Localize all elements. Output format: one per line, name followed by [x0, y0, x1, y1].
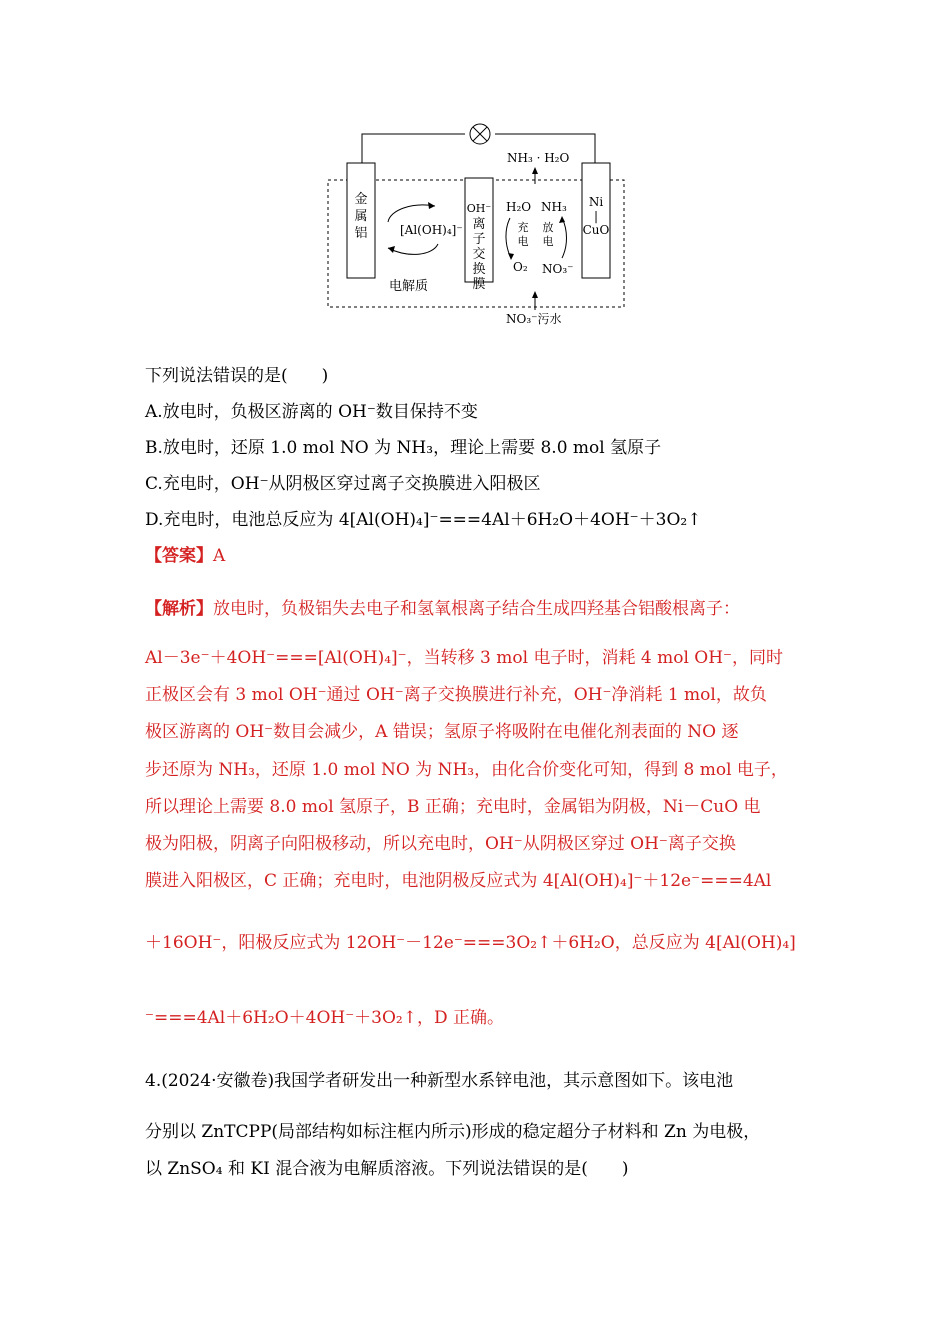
discharge-arrowhead	[559, 216, 565, 223]
right-electrode-line-3: CuO	[582, 223, 610, 237]
circuit-wire-left	[362, 134, 465, 163]
no3-label: NO₃⁻	[542, 262, 574, 276]
membrane-char-5: 换	[472, 262, 486, 277]
answer-label: 【答案】	[145, 546, 213, 566]
analysis-line-2: Al－3e⁻＋4OH⁻===[Al(OH)₄]⁻，当转移 3 mol 电子时，消耗 4 mol OH⁻，同时	[145, 648, 784, 668]
complex-ion-label: [Al(OH)₄]⁻	[400, 223, 463, 237]
arrowhead-bottom	[388, 246, 395, 253]
option-d: D.充电时，电池总反应为 4[Al(OH)₄]⁻===4Al＋6H₂O＋4OH⁻＋3O₂↑	[145, 510, 702, 530]
analysis-line-9: ＋16OH⁻，阳极反应式为 12OH⁻－12e⁻===3O₂↑＋6H₂O，总反应为 4[Al(OH)₄]	[145, 933, 796, 953]
top-product-label: NH₃ · H₂O	[507, 151, 570, 165]
arrow-bottom	[388, 244, 438, 254]
inlet-arrowhead	[532, 291, 538, 298]
analysis-line-1	[145, 594, 740, 619]
option-b: B.放电时，还原 1.0 mol NO 为 NH₃，理论上需要 8.0 mol 氢原子	[145, 438, 662, 458]
question4-line-1: 4.(2024·安徽卷)我国学者研发出一种新型水系锌电池，其示意图如下。该电池	[145, 1071, 734, 1091]
analysis-line-5: 步还原为 NH₃，还原 1.0 mol NO 为 NH₃，由化合价变化可知，得到 8 mol 电子，	[145, 760, 788, 780]
analysis-label: 【解析】	[145, 599, 213, 619]
h2o-label: H₂O	[506, 200, 532, 214]
membrane-char-1: OH⁻	[466, 202, 492, 215]
arrowhead-top	[428, 202, 435, 209]
left-electrode-char-3: 铝	[354, 226, 368, 241]
arrow-top	[388, 205, 435, 222]
question-stem: 下列说法错误的是( )	[145, 366, 329, 386]
option-c: C.充电时，OH⁻从阴极区穿过离子交换膜进入阳极区	[145, 474, 541, 494]
battery-diagram-svg	[320, 118, 630, 333]
analysis-line-8: 膜进入阳极区，C 正确；充电时，电池阴极反应式为 4[Al(OH)₄]⁻＋12e⁻===4Al	[145, 871, 772, 891]
electrolyte-label: 电解质	[389, 279, 429, 294]
answer-value: A	[213, 546, 226, 566]
charge-char-2: 电	[517, 235, 529, 248]
analysis-line-10: ⁻===4Al＋6H₂O＋4OH⁻＋3O₂↑，D 正确。	[145, 1008, 505, 1028]
outlet-arrowhead	[532, 167, 538, 174]
analysis-line-7: 极为阳极，阴离子向阳极移动，所以充电时，OH⁻从阴极区穿过 OH⁻离子交换	[145, 834, 736, 854]
option-a: A.放电时，负极区游离的 OH⁻数目保持不变	[145, 402, 478, 422]
question4-line-3: 以 ZnSO₄ 和 KI 混合液为电解质溶液。下列说法错误的是( )	[145, 1159, 629, 1179]
membrane-char-4: 交	[472, 247, 486, 262]
discharge-char-2: 电	[542, 235, 554, 248]
discharge-arrow	[562, 218, 567, 258]
o2-label: O₂	[513, 260, 528, 274]
analysis-line-6: 所以理论上需要 8.0 mol 氢原子，B 正确；充电时，金属铝为阴极，Ni－CuO 电	[145, 797, 761, 817]
left-electrode-char-1: 金	[354, 192, 368, 207]
charge-char-1: 充	[517, 221, 529, 234]
left-electrode-char-2: 属	[354, 209, 368, 224]
nh3-label: NH₃	[541, 200, 567, 214]
right-electrode-line-2: |	[593, 209, 599, 223]
inlet-label: NO₃⁻污水	[506, 312, 562, 326]
charge-arrowhead	[508, 253, 514, 260]
analysis-line-3: 正极区会有 3 mol OH⁻通过 OH⁻离子交换膜进行补充，OH⁻净消耗 1 mol，故负	[145, 685, 767, 705]
battery-diagram	[320, 118, 630, 333]
membrane-char-3: 子	[472, 232, 486, 247]
analysis-line-4: 极区游离的 OH⁻数目会减少，A 错误；氢原子将吸附在电催化剂表面的 NO 逐	[145, 722, 739, 742]
membrane-char-2: 离	[472, 217, 486, 232]
discharge-char-1: 放	[542, 221, 554, 234]
lamp-icon	[470, 124, 490, 144]
membrane-char-6: 膜	[472, 277, 486, 292]
right-electrode-line-1: Ni	[588, 195, 604, 209]
question4-line-2: 分别以 ZnTCPP(局部结构如标注框内所示)形成的稳定超分子材料和 Zn 为电极，	[145, 1122, 761, 1142]
answer-line	[145, 541, 225, 566]
analysis-text-1: 放电时，负极铝失去电子和氢氧根离子结合生成四羟基合铝酸根离子：	[213, 599, 740, 619]
charge-arrow	[506, 218, 511, 258]
